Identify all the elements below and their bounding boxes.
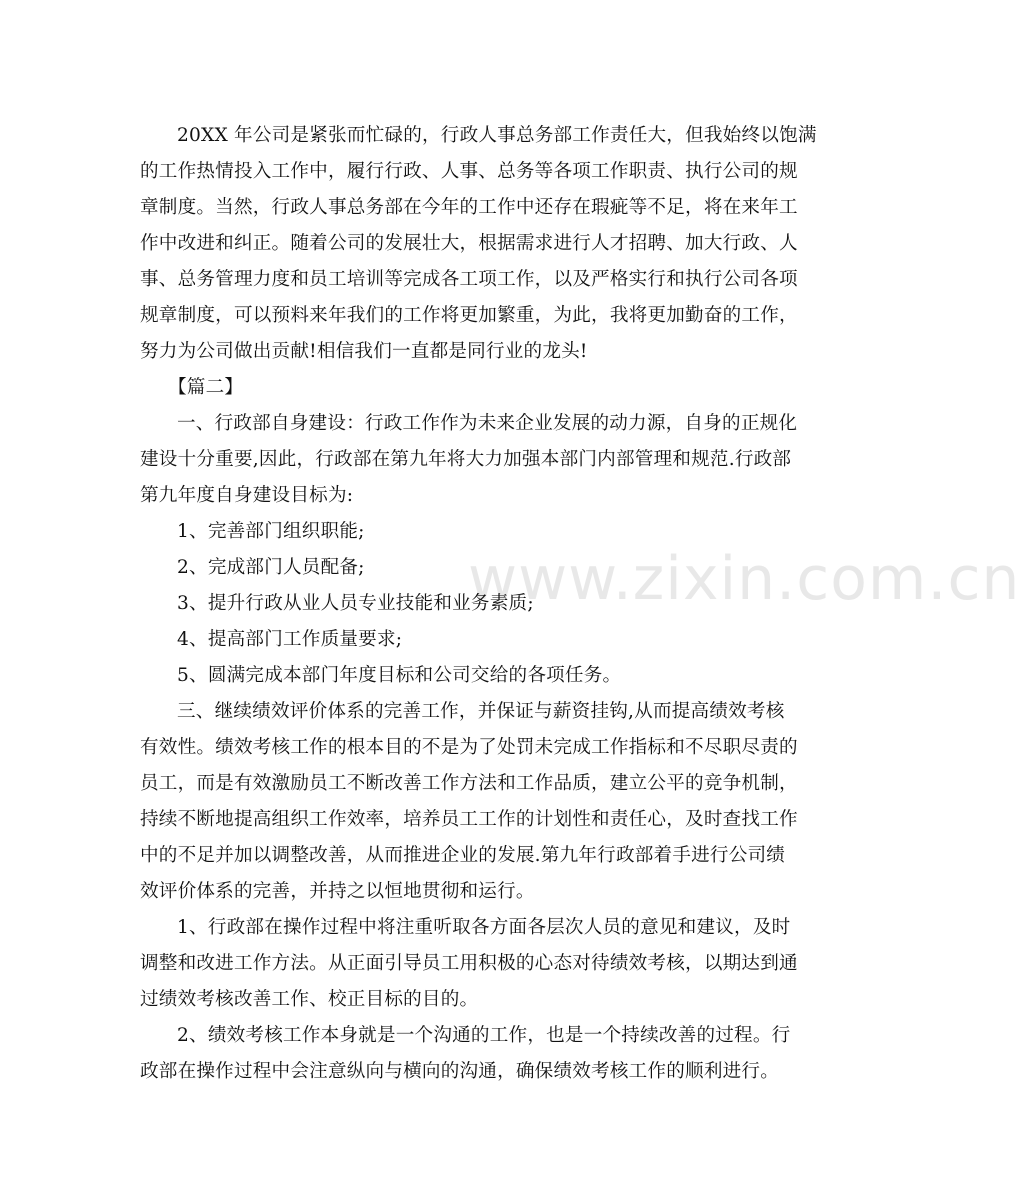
text-line: 效评价体系的完善，并持之以恒地贯彻和运行。 [140, 881, 535, 902]
list-item: 2、完成部门人员配备; [177, 557, 365, 578]
document-body [140, 118, 817, 1090]
text-line: 过绩效考核改善工作、校正目标的目的。 [140, 989, 479, 1010]
list-item: 4、提高部门工作质量要求; [177, 629, 403, 650]
goal-list [140, 514, 780, 694]
text-line: 事、总务管理力度和员工培训等完成各工项工作，以及严格实行和执行公司各项 [140, 269, 798, 290]
text-line: 的工作热情投入工作中，履行行政、人事、总务等各项工作职责、执行公司的规 [140, 161, 798, 182]
list-item: 3、提升行政从业人员专业技能和业务素质; [177, 593, 534, 614]
section-title: 【篇二】 [168, 377, 244, 398]
text-line: 建设十分重要,因此，行政部在第九年将大力加强本部门内部管理和规范.行政部 [140, 449, 792, 470]
paragraph-intro [140, 118, 817, 370]
paragraph-point-2 [140, 1018, 791, 1090]
text-line: 调整和改进工作方法。从正面引导员工用积极的心态对待绩效考核，以期达到通 [140, 953, 798, 974]
section-heading [140, 370, 780, 406]
list-item: 1、完善部门组织职能; [177, 521, 365, 542]
text-line: 2、绩效考核工作本身就是一个沟通的工作，也是一个持续改善的过程。行 [177, 1025, 791, 1046]
list-item: 5、圆满完成本部门年度目标和公司交给的各项任务。 [177, 665, 622, 686]
text-line: 1、行政部在操作过程中将注重听取各方面各层次人员的意见和建议，及时 [177, 917, 791, 938]
paragraph-performance [140, 694, 798, 910]
text-line: 政部在操作过程中会注意纵向与横向的沟通，确保绩效考核工作的顺利进行。 [140, 1061, 779, 1082]
text-line: 持续不断地提高组织工作效率，培养员工工作的计划性和责任心，及时查找工作 [140, 809, 798, 830]
watermark: www.zixin.com.cn [468, 544, 1020, 614]
text-line: 一、行政部自身建设：行政工作作为未来企业发展的动力源，自身的正规化 [177, 413, 798, 434]
text-line: 章制度。当然，行政人事总务部在今年的工作中还存在瑕疵等不足，将在来年工 [140, 197, 798, 218]
text-line: 20XX 年公司是紧张而忙碌的，行政人事总务部工作责任大，但我始终以饱满 [177, 125, 817, 146]
text-line: 三、继续绩效评价体系的完善工作，并保证与薪资挂钩,从而提高绩效考核 [177, 701, 785, 722]
text-line: 努力为公司做出贡献!相信我们一直都是同行业的龙头! [140, 341, 588, 362]
paragraph-point-1 [140, 910, 798, 1018]
text-line: 员工，而是有效激励员工不断改善工作方法和工作品质，建立公平的竞争机制， [140, 773, 798, 794]
text-line: 有效性。绩效考核工作的根本目的不是为了处罚未完成工作指标和不尽职尽责的 [140, 737, 798, 758]
paragraph-self-building [140, 406, 798, 514]
text-line: 作中改进和纠正。随着公司的发展壮大，根据需求进行人才招聘、加大行政、人 [140, 233, 798, 254]
text-line: 第九年度自身建设目标为: [140, 485, 354, 506]
text-line: 规章制度，可以预料来年我们的工作将更加繁重，为此，我将更加勤奋的工作， [140, 305, 798, 326]
text-line: 中的不足并加以调整改善，从而推进企业的发展.第九年行政部着手进行公司绩 [140, 845, 786, 866]
